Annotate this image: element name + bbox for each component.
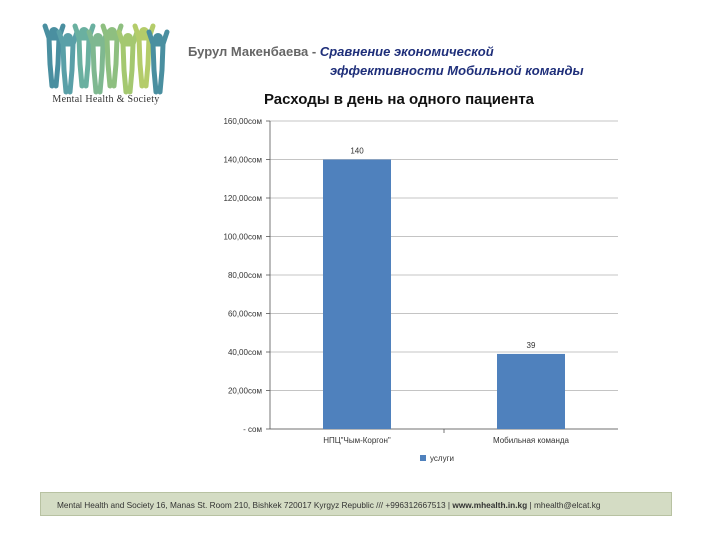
y-tick-label: 100,00сом — [223, 232, 262, 242]
footer-email: | mhealth@elcat.kg — [527, 500, 601, 510]
title-part2: эффективности Мобильной команды — [330, 63, 584, 78]
header-title-line1 — [188, 44, 494, 59]
legend-label: услуги — [430, 454, 454, 463]
legend-swatch — [420, 455, 426, 461]
y-tick-label: 60,00сом — [227, 309, 262, 319]
y-tick-label: 40,00сом — [227, 348, 262, 357]
y-tick-label: - сом — [243, 425, 262, 434]
footer-address: Mental Health and Society 16, Manas St. Room 210, Bishkek 720017 Kyrgyz Republic /// +996312667513 | — [57, 500, 453, 510]
bar — [497, 354, 565, 429]
author-name: Бурул Макенбаева - — [188, 44, 320, 59]
title-part1: Сравнение экономической — [319, 44, 494, 59]
y-tick-label: 20,00сом — [227, 386, 262, 396]
y-tick-label: 120,00сом — [223, 194, 262, 203]
y-tick-label: 80,00сом — [227, 271, 262, 280]
footer-bar — [40, 492, 672, 516]
data-label: 39 — [526, 340, 536, 350]
chart-title: Расходы в день на одного пациента — [264, 91, 535, 108]
x-tick-label: НПЦ"Чым-Коргон" — [323, 436, 391, 445]
bar-chart — [200, 85, 640, 480]
data-label: 140 — [350, 146, 364, 156]
x-tick-label: Мобильная команда — [492, 436, 570, 445]
logo-text: Mental Health & Society — [52, 94, 160, 105]
bar — [323, 160, 391, 430]
footer-website: www.mhealth.in.kg — [452, 500, 528, 510]
y-tick-label: 160,00сом — [223, 117, 262, 126]
y-tick-label: 140,00сом — [223, 155, 262, 165]
